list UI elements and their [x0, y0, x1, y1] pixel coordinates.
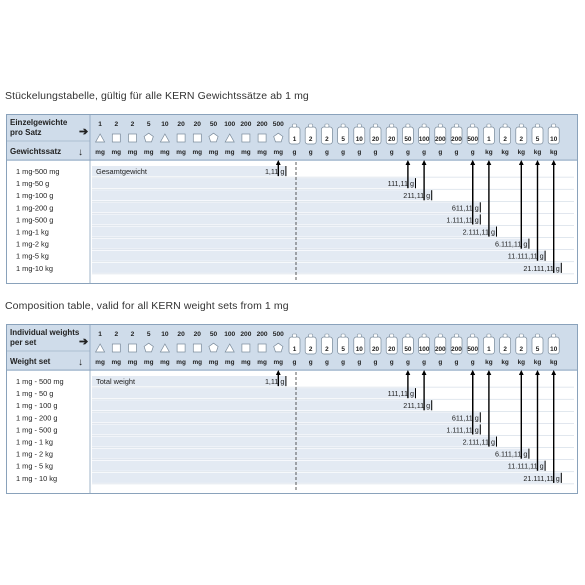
arrow-right-icon: ➔ — [79, 336, 89, 348]
weight-set-row-label: 1 mg - 100 g — [16, 401, 58, 411]
weight-unit-label: mg — [257, 149, 267, 156]
weight-value-label: 2 — [503, 136, 507, 143]
english-table-svg — [6, 324, 578, 494]
weight-unit-label: mg — [208, 149, 219, 156]
weight-value-label: 100 — [224, 331, 236, 338]
header-per-set-label: pro Satz — [10, 128, 42, 137]
weight-unit-label: g — [373, 149, 378, 156]
weight-value-label: 2 — [114, 331, 119, 338]
total-weight-value: 211,11 g — [403, 401, 431, 411]
weight-knob-icon — [406, 334, 410, 337]
total-weight-value: 21.111,11 g — [523, 263, 560, 273]
arrow-down-icon: ↓ — [78, 357, 83, 368]
weight-unit-label: g — [389, 149, 394, 156]
weight-knob-icon — [536, 124, 540, 127]
weight-set-row-label: 1 mg-100 g — [16, 191, 54, 201]
weight-value-label: 20 — [388, 136, 396, 143]
weight-knob-icon — [471, 124, 475, 127]
weight-unit-label: mg — [95, 359, 105, 366]
weight-knob-icon — [552, 334, 556, 337]
weight-unit-label: mg — [160, 359, 170, 366]
weight-unit-label: g — [373, 359, 378, 366]
weight-value-label: 20 — [177, 121, 185, 128]
weight-value-label: 2 — [519, 346, 524, 353]
weight-unit-label: g — [405, 359, 410, 366]
weight-unit-label: kg — [501, 359, 509, 366]
square-weight-icon — [193, 134, 201, 142]
total-weight-value: 11.111,11 g — [507, 461, 544, 471]
weight-value-label: 1 — [292, 136, 297, 143]
weight-knob-icon — [519, 334, 523, 337]
weight-set-row-label: 1 mg-5 kg — [16, 251, 49, 261]
weight-unit-label: mg — [273, 359, 284, 366]
weight-set-row-label: 1 mg - 50 g — [16, 389, 54, 399]
weight-unit-label: g — [357, 149, 362, 156]
header-weight-set-label: Gewichtssatz — [10, 147, 62, 156]
weight-unit-label: g — [454, 149, 459, 156]
weight-value-label: 200 — [256, 121, 268, 128]
total-weight-label: Total weight — [96, 377, 136, 386]
weight-unit-label: g — [308, 359, 313, 366]
weight-value-label: 50 — [209, 331, 218, 338]
total-weight-value: 2.111,11 g — [462, 227, 495, 237]
weight-unit-label: g — [341, 149, 346, 156]
square-weight-icon — [112, 134, 120, 142]
row-total-bar — [92, 400, 432, 410]
weight-unit-label: kg — [485, 149, 493, 156]
weight-unit-label: mg — [95, 149, 105, 156]
weight-set-row-label: 1 mg-2 kg — [16, 239, 49, 249]
row-total-bar — [92, 461, 546, 471]
weight-value-label: 200 — [434, 136, 446, 143]
weight-unit-label: kg — [533, 359, 542, 366]
weight-knob-icon — [438, 124, 442, 127]
weight-unit-label: g — [324, 149, 329, 156]
weight-knob-icon — [552, 124, 556, 127]
weight-value-label: 1 — [98, 121, 102, 128]
weight-value-label: 500 — [272, 331, 284, 338]
weight-knob-icon — [374, 124, 378, 127]
row-total-bar — [92, 412, 481, 422]
total-weight-value: 1.111,11 g — [446, 425, 479, 435]
weight-unit-label: g — [405, 149, 410, 156]
total-weight-value: 6.111,11 g — [495, 449, 528, 459]
arrow-right-icon: ➔ — [79, 126, 89, 138]
weight-knob-icon — [390, 334, 394, 337]
weight-value-label: 50 — [404, 136, 412, 143]
weight-set-row-label: 1 mg-500 mg — [16, 167, 60, 176]
weight-unit-label: kg — [501, 149, 509, 156]
weight-knob-icon — [519, 124, 523, 127]
total-weight-label: Gesamtgewicht — [96, 167, 147, 176]
total-weight-value: 211,11 g — [403, 191, 431, 201]
german-composition-table — [6, 114, 578, 284]
square-weight-icon — [242, 134, 250, 142]
row-total-bar — [92, 388, 416, 398]
weight-knob-icon — [487, 124, 491, 127]
row-total-bar — [92, 251, 546, 261]
weight-unit-label: g — [357, 359, 362, 366]
weight-value-label: 100 — [418, 136, 430, 143]
weight-knob-icon — [503, 334, 507, 337]
weight-knob-icon — [471, 334, 475, 337]
weight-value-label: 2 — [519, 136, 524, 143]
weight-unit-label: g — [308, 149, 313, 156]
weight-unit-label: mg — [111, 359, 122, 366]
weight-value-label: 5 — [341, 346, 345, 353]
weight-value-label: 100 — [224, 121, 236, 128]
weight-value-label: 1 — [487, 136, 491, 143]
weight-set-row-label: 1 mg-200 g — [16, 203, 54, 213]
weight-unit-label: kg — [533, 149, 542, 156]
weight-unit-label: mg — [127, 149, 138, 156]
row-total-bar — [92, 190, 432, 200]
weight-value-label: 100 — [418, 346, 430, 353]
weight-knob-icon — [357, 124, 361, 127]
weight-value-label: 10 — [355, 136, 363, 143]
weight-set-row-label: 1 mg - 2 kg — [16, 449, 53, 459]
row-total-bar — [92, 437, 497, 447]
weight-unit-label: kg — [549, 149, 558, 156]
row-total-bar — [92, 178, 416, 188]
weight-unit-label: mg — [176, 359, 186, 366]
weight-set-row-label: 1 mg-10 kg — [16, 263, 53, 273]
total-weight-value: 1.111,11 g — [446, 215, 479, 225]
weight-value-label: 2 — [130, 121, 135, 128]
weight-unit-label: g — [292, 149, 297, 156]
weight-value-label: 10 — [161, 121, 169, 128]
weight-value-label: 5 — [535, 346, 540, 353]
weight-value-label: 2 — [325, 346, 329, 353]
weight-value-label: 2 — [325, 136, 329, 143]
weight-value-label: 5 — [535, 136, 540, 143]
weight-unit-label: mg — [257, 359, 267, 366]
weight-knob-icon — [341, 334, 345, 337]
header-per-set-label: per set — [10, 338, 37, 347]
weight-value-label: 200 — [240, 331, 252, 338]
weight-value-label: 50 — [404, 346, 412, 353]
square-weight-icon — [177, 134, 185, 142]
weight-knob-icon — [309, 334, 313, 337]
weight-value-label: 20 — [388, 346, 396, 353]
square-weight-icon — [129, 344, 137, 352]
weight-unit-label: mg — [273, 149, 284, 156]
weight-knob-icon — [536, 334, 540, 337]
total-weight-value: 111,11 g — [387, 389, 414, 399]
weight-value-label: 200 — [451, 136, 462, 143]
weight-knob-icon — [325, 334, 329, 337]
weight-value-label: 20 — [177, 331, 185, 338]
weight-value-label: 5 — [341, 136, 345, 143]
weight-knob-icon — [325, 124, 329, 127]
weight-value-label: 20 — [193, 121, 201, 128]
weight-value-label: 5 — [146, 121, 151, 128]
square-weight-icon — [258, 344, 266, 352]
weight-unit-label: mg — [241, 149, 251, 156]
weight-unit-label: g — [341, 359, 346, 366]
header-individual-weights-label: Einzelgewichte — [10, 118, 68, 127]
weight-value-label: 200 — [240, 121, 252, 128]
row-total-bar — [92, 449, 529, 459]
weight-value-label: 1 — [487, 346, 491, 353]
weight-value-label: 50 — [209, 121, 218, 128]
weight-knob-icon — [341, 124, 345, 127]
weight-set-row-label: 1 mg - 1 kg — [16, 437, 53, 447]
arrow-down-icon: ↓ — [78, 147, 83, 158]
weight-value-label: 2 — [130, 331, 135, 338]
weight-unit-label: g — [422, 149, 427, 156]
weight-unit-label: mg — [143, 359, 154, 366]
weight-unit-label: mg — [241, 359, 251, 366]
weight-value-label: 500 — [272, 121, 284, 128]
square-weight-icon — [112, 344, 120, 352]
square-weight-icon — [258, 134, 266, 142]
weight-knob-icon — [455, 124, 459, 127]
weight-set-row-label: 1 mg - 500 g — [16, 425, 58, 435]
total-weight-value: 2.111,11 g — [462, 437, 495, 447]
weight-value-label: 2 — [308, 346, 313, 353]
weight-value-label: 1 — [98, 331, 102, 338]
weight-unit-label: kg — [517, 149, 526, 156]
total-weight-value: 611,11 g — [451, 413, 479, 423]
square-weight-icon — [177, 344, 185, 352]
weight-value-label: 2 — [114, 121, 119, 128]
weight-set-row-label: 1 mg - 10 kg — [16, 473, 58, 483]
row-total-bar — [92, 239, 529, 249]
row-total-bar — [92, 214, 481, 224]
weight-value-label: 200 — [434, 346, 446, 353]
square-weight-icon — [242, 344, 250, 352]
weight-unit-label: g — [438, 149, 443, 156]
weight-unit-label: g — [438, 359, 443, 366]
weight-unit-label: mg — [224, 149, 235, 156]
weight-knob-icon — [438, 334, 442, 337]
weight-unit-label: g — [292, 359, 297, 366]
weight-knob-icon — [503, 124, 507, 127]
weight-value-label: 10 — [550, 346, 558, 353]
total-weight-value: 11.111,11 g — [507, 251, 544, 261]
weight-value-label: 5 — [146, 331, 151, 338]
weight-unit-label: mg — [192, 149, 203, 156]
weight-unit-label: mg — [176, 149, 186, 156]
header-weight-set-label: Weight set — [10, 357, 51, 366]
weight-unit-label: kg — [549, 359, 558, 366]
square-weight-icon — [129, 134, 137, 142]
weight-set-row-label: 1 mg - 200 g — [16, 413, 58, 423]
weight-set-row-label: 1 mg-1 kg — [16, 227, 49, 237]
weight-value-label: 10 — [550, 136, 558, 143]
total-weight-value: 1,11 g — [264, 167, 285, 176]
weight-unit-label: mg — [160, 149, 170, 156]
weight-knob-icon — [487, 334, 491, 337]
weight-knob-icon — [374, 334, 378, 337]
weight-value-label: 10 — [161, 331, 169, 338]
weight-value-label: 20 — [193, 331, 201, 338]
weight-value-label: 500 — [467, 346, 479, 353]
row-total-bar — [92, 227, 497, 237]
weight-unit-label: g — [470, 149, 475, 156]
weight-value-label: 1 — [292, 346, 297, 353]
weight-unit-label: g — [454, 359, 459, 366]
weight-knob-icon — [390, 124, 394, 127]
weight-knob-icon — [293, 334, 297, 337]
row-total-bar — [92, 263, 562, 273]
header-individual-weights-label: Individual weights — [10, 328, 80, 337]
total-weight-value: 111,11 g — [387, 179, 414, 189]
row-total-bar — [92, 424, 481, 434]
english-table-title: Composition table, valid for all KERN weight sets from 1 mg — [5, 300, 289, 312]
row-total-bar — [92, 202, 481, 212]
total-weight-value: 1,11 g — [264, 377, 285, 386]
weight-unit-label: g — [470, 359, 475, 366]
total-weight-value: 21.111,11 g — [523, 473, 560, 483]
weight-unit-label: g — [389, 359, 394, 366]
weight-unit-label: mg — [143, 149, 154, 156]
weight-unit-label: mg — [192, 359, 203, 366]
weight-value-label: 20 — [371, 136, 380, 143]
weight-knob-icon — [422, 124, 426, 127]
weight-knob-icon — [293, 124, 297, 127]
weight-knob-icon — [357, 334, 361, 337]
total-weight-value: 611,11 g — [451, 203, 479, 213]
german-table-title: Stückelungstabelle, gültig für alle KERN Gewichtssätze ab 1 mg — [5, 90, 309, 102]
weight-knob-icon — [422, 334, 426, 337]
english-composition-table — [6, 324, 578, 494]
weight-unit-label: mg — [127, 359, 138, 366]
weight-unit-label: kg — [485, 359, 493, 366]
square-weight-icon — [193, 344, 201, 352]
weight-unit-label: g — [422, 359, 427, 366]
weight-value-label: 200 — [451, 346, 462, 353]
total-weight-value: 6.111,11 g — [495, 239, 528, 249]
weight-set-row-label: 1 mg-500 g — [16, 215, 54, 225]
weight-unit-label: kg — [517, 359, 526, 366]
weight-set-row-label: 1 mg - 5 kg — [16, 461, 53, 471]
weight-unit-label: mg — [208, 359, 219, 366]
weight-unit-label: mg — [111, 149, 122, 156]
weight-value-label: 2 — [308, 136, 313, 143]
weight-value-label: 200 — [256, 331, 268, 338]
weight-unit-label: g — [324, 359, 329, 366]
weight-knob-icon — [309, 124, 313, 127]
weight-value-label: 500 — [467, 136, 479, 143]
german-table-svg — [6, 114, 578, 284]
weight-unit-label: mg — [224, 359, 235, 366]
row-total-bar — [92, 473, 562, 483]
weight-knob-icon — [406, 124, 410, 127]
weight-value-label: 20 — [371, 346, 380, 353]
weight-set-row-label: 1 mg - 500 mg — [16, 377, 64, 386]
weight-knob-icon — [455, 334, 459, 337]
weight-value-label: 10 — [355, 346, 363, 353]
weight-value-label: 2 — [503, 346, 507, 353]
weight-set-row-label: 1 mg-50 g — [16, 179, 50, 189]
